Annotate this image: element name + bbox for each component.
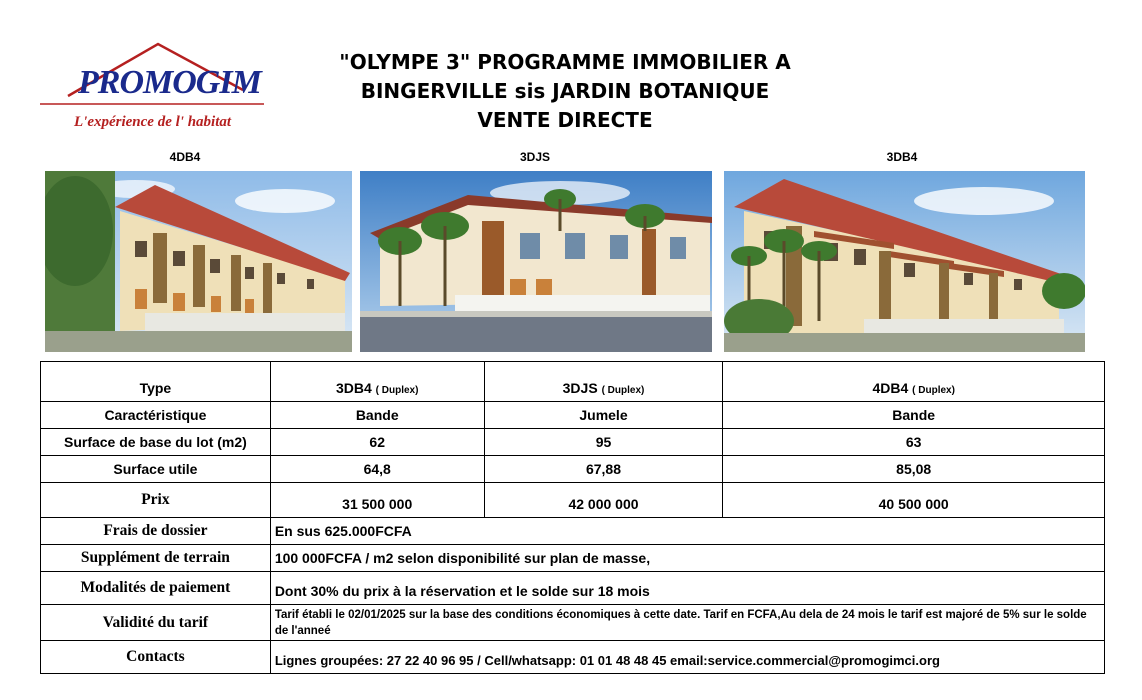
title-line-3: VENTE DIRECTE [477,108,653,132]
type-suffix: ( Duplex) [601,384,645,396]
photo-label-4db4: 4DB4 [169,150,201,164]
info-label: Modalités de paiement [41,572,271,605]
info-value: Lignes groupées: 27 22 40 96 95 / Cell/whatsapp: 01 01 48 48 45 email:service.commercial@promogimci.org [270,641,1104,674]
info-row [41,641,1105,674]
table-cell: 62 [270,429,484,456]
logo-wordmark: PROMOGIM [78,64,261,101]
table-cell: 63 [723,429,1105,456]
type-cell-4db4 [723,362,1105,402]
company-logo [38,38,270,138]
price-cell: 40 500 000 [723,483,1105,518]
photo-3djs [360,171,712,352]
title-line-2: BINGERVILLE sis JARDIN BOTANIQUE [360,79,770,103]
type-cell-3djs [484,362,723,402]
logo-tagline: L'expérience de l' habitat [74,114,232,130]
table-cell: 85,08 [723,456,1105,483]
row-label: Surface de base du lot (m2) [41,429,271,456]
page-title [300,48,830,135]
info-label: Contacts [41,641,271,674]
table-row-price [41,483,1105,518]
table-cell: Jumele [484,402,723,429]
row-label-type: Type [41,362,271,402]
photo-3db4 [724,171,1085,352]
info-label: Supplément de terrain [41,545,271,572]
title-line-1: "OLYMPE 3" PROGRAMME IMMOBILIER A [339,50,791,74]
table-row [41,456,1105,483]
info-row [41,518,1105,545]
row-label: Caractéristique [41,402,271,429]
table-row [41,429,1105,456]
photo-4db4 [45,171,352,352]
type-cell-3db4 [270,362,484,402]
table-cell: 67,88 [484,456,723,483]
type-name: 4DB4 [872,379,909,396]
table-row-type [41,362,1105,402]
photo-label-3djs: 3DJS [519,150,551,164]
type-suffix: ( Duplex) [375,384,419,396]
table-row [41,402,1105,429]
row-label: Prix [41,483,271,518]
table-cell: Bande [723,402,1105,429]
photo-label-3db4: 3DB4 [886,150,918,164]
info-value: Dont 30% du prix à la réservation et le solde sur 18 mois [270,572,1104,605]
info-value: En sus 625.000FCFA [270,518,1104,545]
info-row [41,572,1105,605]
table-cell: 64,8 [270,456,484,483]
price-cell: 31 500 000 [270,483,484,518]
info-value: 100 000FCFA / m2 selon disponibilité sur plan de masse, [270,545,1104,572]
table-cell: Bande [270,402,484,429]
table-cell: 95 [484,429,723,456]
info-value: Tarif établi le 02/01/2025 sur la base des conditions économiques à cette date. Tarif en FCFA,Au dela de 24 mois le tarif est majoré de 5% sur le solde de l'anneé [270,605,1104,641]
price-cell: 42 000 000 [484,483,723,518]
info-label: Frais de dossier [41,518,271,545]
info-row [41,605,1105,641]
type-suffix: ( Duplex) [912,384,955,396]
info-row [41,545,1105,572]
type-name: 3DB4 [335,379,372,396]
pricing-table [40,361,1105,674]
info-label: Validité du tarif [41,605,271,641]
type-name: 3DJS [562,379,598,396]
row-label: Surface utile [41,456,271,483]
